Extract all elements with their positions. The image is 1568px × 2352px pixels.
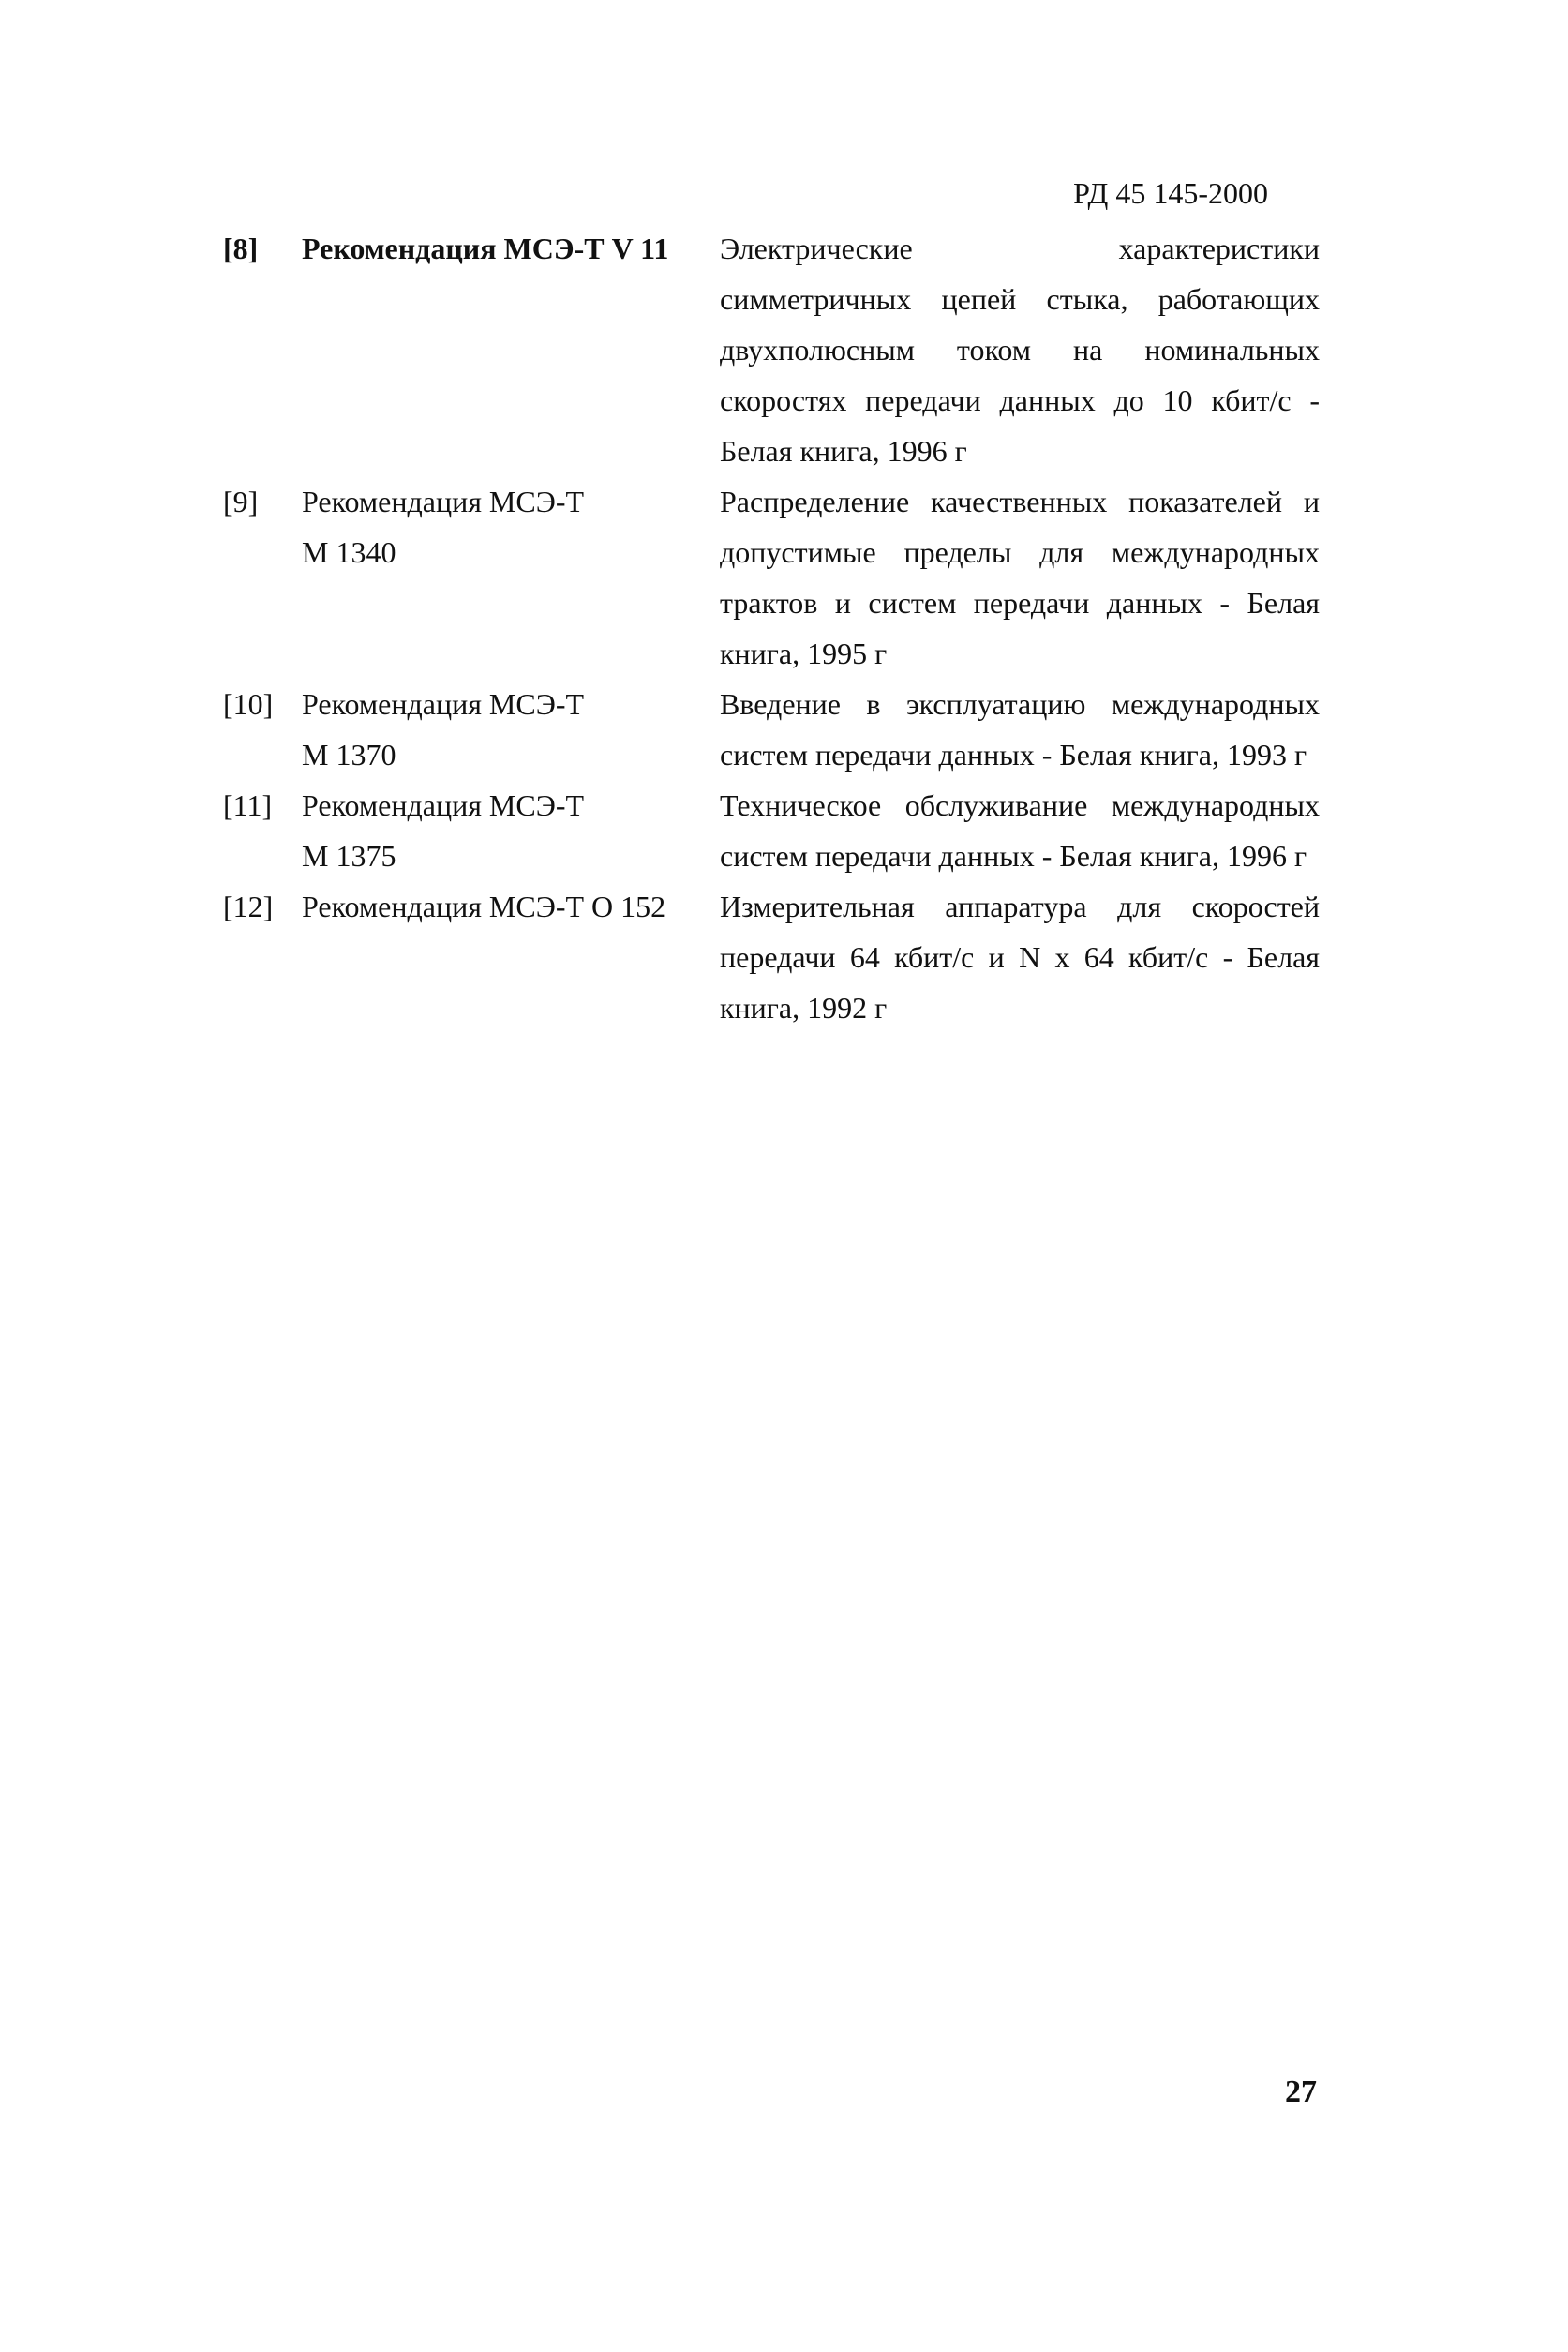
reference-list xyxy=(223,223,1320,1033)
reference-description: Техническое обслуживание международных систем передачи данных - Белая книга, 1996 г xyxy=(720,788,1320,873)
reference-title: Рекомендация МСЭ-Т М 1375 xyxy=(302,788,585,873)
document-code: РД 45 145-2000 xyxy=(1073,176,1268,210)
reference-number: [8] xyxy=(223,232,259,265)
reference-item xyxy=(223,679,1320,780)
reference-number: [12] xyxy=(223,890,274,923)
reference-item xyxy=(223,476,1320,679)
reference-title: Рекомендация МСЭ-Т М 1340 xyxy=(302,485,585,569)
reference-item xyxy=(223,881,1320,1033)
reference-item xyxy=(223,223,1320,476)
reference-number: [10] xyxy=(223,687,274,721)
reference-number: [11] xyxy=(223,788,273,822)
page-number: 27 xyxy=(1285,2075,1317,2109)
reference-description: Введение в эксплуатацию международных систем передачи данных - Белая книга, 1993 г xyxy=(720,687,1320,772)
reference-title: Рекомендация МСЭ-Т М 1370 xyxy=(302,687,585,772)
reference-number: [9] xyxy=(223,485,259,518)
reference-description: Распределение качественных показателей и допустимые пределы для международных трактов и систем передачи данных - Белая книга, 1995 г xyxy=(720,485,1320,670)
reference-description: Электрические характеристики симметричных цепей стыка, работающих двухполюсным током на номинальных скоростях передачи данных до 10 кбит/с - Белая книга, 1996 г xyxy=(720,232,1320,468)
reference-title: Рекомендация МСЭ-Т О 152 xyxy=(302,890,666,923)
reference-title: Рекомендация МСЭ-Т V 11 xyxy=(302,232,669,265)
reference-description: Измерительная аппаратура для скоростей передачи 64 кбит/с и N x 64 кбит/с - Белая книга, 1992 г xyxy=(720,890,1320,1025)
reference-item xyxy=(223,780,1320,881)
